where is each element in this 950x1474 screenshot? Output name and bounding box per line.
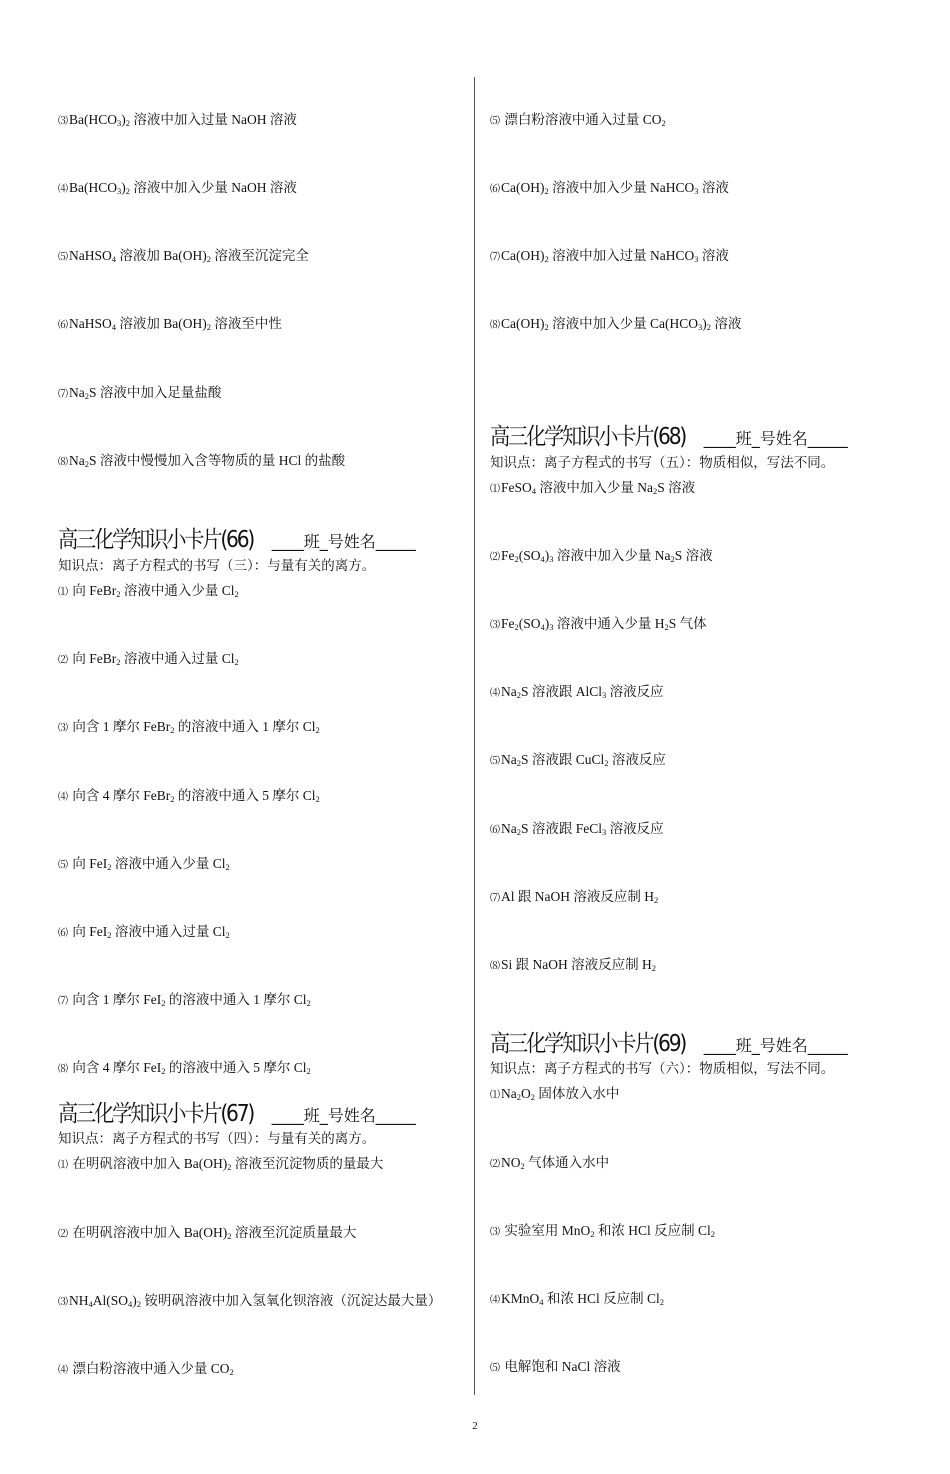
subscript: 2 xyxy=(227,1231,232,1241)
name-line: ____班_号姓名_____ xyxy=(271,1106,416,1125)
item-number: ⑶ xyxy=(58,723,68,734)
subscript: 2 xyxy=(136,1299,142,1309)
subscript: 2 xyxy=(516,1092,521,1102)
knowledge-point: 知识点：离子方程式的书写（四）：与量有关的离方。 xyxy=(58,1131,376,1146)
subscript: 2 xyxy=(514,554,519,564)
subscript: 3 xyxy=(602,690,607,700)
list-item: ⑻Si 跟 NaOH 溶液反应制 $H_2$ xyxy=(490,957,656,973)
name-line: ____班_号姓名_____ xyxy=(271,532,416,551)
subscript: 2 xyxy=(544,322,549,332)
subscript: 2 xyxy=(234,589,239,599)
subscript: 2 xyxy=(84,459,89,469)
subscript: 4 xyxy=(539,1297,544,1307)
subscript: 2 xyxy=(84,391,89,401)
list-item: ⑻ 向含 4 摩尔 FeI$_2$ 的溶液中通入 5 摩尔 $Cl_2$ xyxy=(58,1060,311,1076)
subscript: 2 xyxy=(544,186,549,196)
subscript: 2 xyxy=(516,827,521,837)
list-item: $⑺Ca(OH)_2$ 溶液中加入过量 NaHCO$_3$ 溶液 xyxy=(490,248,729,264)
list-item: ⑸ 向 FeI$_2$ 溶液中通入少量 $Cl_2$ xyxy=(58,856,230,872)
card-title: 高三化学知识小卡片(69) xyxy=(490,1031,686,1057)
subscript: 2 xyxy=(706,322,711,332)
subscript: 3 xyxy=(117,186,122,196)
subscript: 2 xyxy=(229,1367,234,1377)
subscript: 2 xyxy=(651,963,656,973)
list-item: ⑹NaHSO$_4$ 溶液加 $Ba(OH)_2$ 溶液至中性 xyxy=(58,316,282,332)
item-number: ⑷ xyxy=(490,1295,500,1306)
item-number: ⑸ xyxy=(490,1363,500,1374)
item-number: ⑵ xyxy=(58,655,68,666)
list-item: ⑷KMnO$_4$ 和浓 HCl 反应制 $Cl_2$ xyxy=(490,1291,665,1307)
list-item: ⑴ 在明矾溶液中加入 $Ba(OH)_2$ 溶液至沉淀物质的量最大 xyxy=(58,1156,384,1172)
item-number: ⑷ xyxy=(58,792,68,803)
card-heading xyxy=(490,1028,848,1063)
item-number: ⑷ xyxy=(58,184,68,195)
item-number: ⑻ xyxy=(58,457,68,468)
subscript: 2 xyxy=(306,1066,311,1076)
subscript: 2 xyxy=(107,930,112,940)
item-number: ⑹ xyxy=(490,825,500,836)
list-item: $⑹Na_2S$ 溶液跟 FeCl$_3$ 溶液反应 xyxy=(490,821,664,837)
list-item: ⑸ 漂白粉溶液中通入过量 $CO_2$ xyxy=(490,112,666,128)
item-number: ⑵ xyxy=(490,1159,500,1170)
column-divider xyxy=(474,77,475,1395)
list-item: ⑵ 在明矾溶液中加入 $Ba(OH)_2$ 溶液至沉淀质量最大 xyxy=(58,1225,357,1241)
item-number: ⑶ xyxy=(490,1227,500,1238)
list-item: $⑺Na_2S$ 溶液中加入足量盐酸 xyxy=(58,385,222,401)
name-line: ____班_号姓名_____ xyxy=(703,429,848,448)
subscript: 4 xyxy=(88,1299,93,1309)
list-item: ⑸NaHSO$_4$ 溶液加 $Ba(OH)_2$ 溶液至沉淀完全 xyxy=(58,248,309,264)
item-number: ⑻ xyxy=(58,1064,68,1075)
subscript: 2 xyxy=(670,554,675,564)
subscript: 4 xyxy=(128,1299,133,1309)
subscript: 2 xyxy=(520,1161,525,1171)
item-number: ⑷ xyxy=(58,1365,68,1376)
item-number: ⑴ xyxy=(58,587,68,598)
item-number: ⑺ xyxy=(490,893,500,904)
list-item: $⑹Ca(OH)_2$ 溶液中加入少量 NaHCO$_3$ 溶液 xyxy=(490,180,729,196)
list-item: $⑸Na_2S$ 溶液跟 CuCl$_2$ 溶液反应 xyxy=(490,752,666,768)
list-item: ⑴FeSO$_4$ 溶液中加入少量 $Na_2S$ 溶液 xyxy=(490,480,696,496)
name-line: ____班_号姓名_____ xyxy=(703,1036,848,1055)
list-item: ⑺ 向含 1 摩尔 FeI$_2$ 的溶液中通入 1 摩尔 $Cl_2$ xyxy=(58,992,311,1008)
subscript: 2 xyxy=(206,322,211,332)
item-number: ⑶ xyxy=(58,116,68,127)
list-item: ⑶ 向含 1 摩尔 FeBr$_2$ 的溶液中通入 1 摩尔 $Cl_2$ xyxy=(58,719,320,735)
item-number: ⑻ xyxy=(490,961,500,972)
item-number: ⑺ xyxy=(490,252,500,263)
page-number: 2 xyxy=(472,1420,478,1432)
subscript: 3 xyxy=(117,118,122,128)
subscript: 3 xyxy=(694,254,699,264)
subscript: 2 xyxy=(514,622,519,632)
subscript: 2 xyxy=(590,1229,595,1239)
subscript: 2 xyxy=(659,1297,665,1307)
subscript: 4 xyxy=(540,554,545,564)
subscript: 4 xyxy=(111,254,116,264)
subscript: 3 xyxy=(698,322,703,332)
subscript: 2 xyxy=(516,690,521,700)
item-number: ⑸ xyxy=(490,756,500,767)
subscript: 2 xyxy=(125,186,130,196)
subscript: 3 xyxy=(549,554,554,564)
subscript: 2 xyxy=(315,725,320,735)
subscript: 3 xyxy=(694,186,699,196)
subscript: 2 xyxy=(225,930,230,940)
card-heading xyxy=(58,1098,416,1133)
item-number: ⑵ xyxy=(58,1229,68,1240)
card-title: 高三化学知识小卡片(68) xyxy=(490,424,686,450)
list-item: $⑶Fe_2(SO_4)_3$ 溶液中通入少量 $H_2S$ 气体 xyxy=(490,616,707,632)
item-number: ⑴ xyxy=(58,1160,68,1171)
subscript: 2 xyxy=(530,1092,535,1102)
subscript: 2 xyxy=(116,657,121,667)
item-number: ⑸ xyxy=(58,860,68,871)
subscript: 4 xyxy=(111,322,116,332)
list-item: ⑴ 向 FeBr$_2$ 溶液中通入少量 $Cl_2$ xyxy=(58,583,239,599)
item-number: ⑸ xyxy=(490,116,500,127)
subscript: 2 xyxy=(664,622,669,632)
item-number: ⑷ xyxy=(490,688,500,699)
knowledge-point: 知识点：离子方程式的书写（六）：物质相似，写法不同。 xyxy=(490,1061,835,1076)
list-item: $⑶NH_4Al(SO_4)_2$ 铵明矾溶液中加入氢氧化钡溶液（沉淀达最大量） xyxy=(58,1293,442,1309)
subscript: 2 xyxy=(234,657,239,667)
item-number: ⑹ xyxy=(490,184,500,195)
list-item: ⑹ 向 FeI$_2$ 溶液中通入过量 $Cl_2$ xyxy=(58,924,230,940)
list-item: $⑷Ba(HCO_3)_2$ 溶液中加入少量 NaOH 溶液 xyxy=(58,180,297,196)
subscript: 2 xyxy=(227,1162,232,1172)
subscript: 2 xyxy=(125,118,130,128)
list-item: $⑵NO_2$ 气体通入水中 xyxy=(490,1155,610,1171)
item-number: ⑴ xyxy=(490,484,500,495)
subscript: 2 xyxy=(710,1229,716,1239)
item-number: ⑸ xyxy=(58,252,68,263)
item-number: ⑻ xyxy=(490,320,500,331)
subscript: 2 xyxy=(544,254,549,264)
list-item: $⑵Fe_2(SO_4)_3$ 溶液中加入少量 $Na_2S$ 溶液 xyxy=(490,548,713,564)
item-number: ⑹ xyxy=(58,928,68,939)
list-item: $⑻Na_2S$ 溶液中慢慢加入含等物质的量 HCl 的盐酸 xyxy=(58,453,346,469)
subscript: 4 xyxy=(540,622,545,632)
item-number: ⑹ xyxy=(58,320,68,331)
list-item: ⑺Al 跟 NaOH 溶液反应制 $H_2$ xyxy=(490,889,659,905)
subscript: 2 xyxy=(516,758,521,768)
subscript: 2 xyxy=(161,998,166,1008)
item-number: ⑺ xyxy=(58,996,68,1007)
knowledge-point: 知识点：离子方程式的书写（五）：物质相似，写法不同。 xyxy=(490,455,835,470)
list-item: $⑶Ba(HCO_3)_2$ 溶液中加入过量 NaOH 溶液 xyxy=(58,112,297,128)
subscript: 3 xyxy=(549,622,554,632)
list-item: $⑻Ca(OH)_2$ 溶液中加入少量 $Ca(HCO_3)_2$ 溶液 xyxy=(490,316,742,332)
list-item: ⑶ 实验室用 MnO$_2$ 和浓 HCl 反应制 $Cl_2$ xyxy=(490,1223,716,1239)
subscript: 2 xyxy=(206,254,211,264)
list-item: $⑷Na_2S$ 溶液跟 AlCl$_3$ 溶液反应 xyxy=(490,684,664,700)
item-number: ⑶ xyxy=(490,620,500,631)
knowledge-point: 知识点：离子方程式的书写（三）：与量有关的离方。 xyxy=(58,558,376,573)
subscript: 3 xyxy=(602,827,607,837)
item-number: ⑴ xyxy=(490,1090,500,1101)
card-heading xyxy=(58,524,416,559)
subscript: 2 xyxy=(107,862,112,872)
subscript: 2 xyxy=(653,486,658,496)
card-title: 高三化学知识小卡片(66) xyxy=(58,527,254,553)
item-number: ⑵ xyxy=(490,552,500,563)
list-item: ⑸ 电解饱和 NaCl 溶液 xyxy=(490,1359,621,1374)
list-item: ⑷ 漂白粉溶液中通入少量 $CO_2$ xyxy=(58,1361,234,1377)
subscript: 2 xyxy=(661,118,666,128)
subscript: 4 xyxy=(531,486,537,496)
subscript: 2 xyxy=(315,794,320,804)
card-title: 高三化学知识小卡片(67) xyxy=(58,1101,254,1127)
subscript: 2 xyxy=(161,1066,166,1076)
item-number: ⑶ xyxy=(58,1297,68,1308)
subscript: 2 xyxy=(654,895,659,905)
subscript: 2 xyxy=(116,589,121,599)
list-item: ⑵ 向 FeBr$_2$ 溶液中通入过量 $Cl_2$ xyxy=(58,651,239,667)
subscript: 2 xyxy=(170,794,175,804)
subscript: 2 xyxy=(306,998,311,1008)
card-heading xyxy=(490,421,848,456)
subscript: 2 xyxy=(225,862,230,872)
subscript: 2 xyxy=(604,758,609,768)
subscript: 2 xyxy=(170,725,175,735)
item-number: ⑺ xyxy=(58,389,68,400)
list-item: ⑷ 向含 4 摩尔 FeBr$_2$ 的溶液中通入 5 摩尔 $Cl_2$ xyxy=(58,788,320,804)
list-item: $⑴Na_2O_2$ 固体放入水中 xyxy=(490,1086,620,1102)
